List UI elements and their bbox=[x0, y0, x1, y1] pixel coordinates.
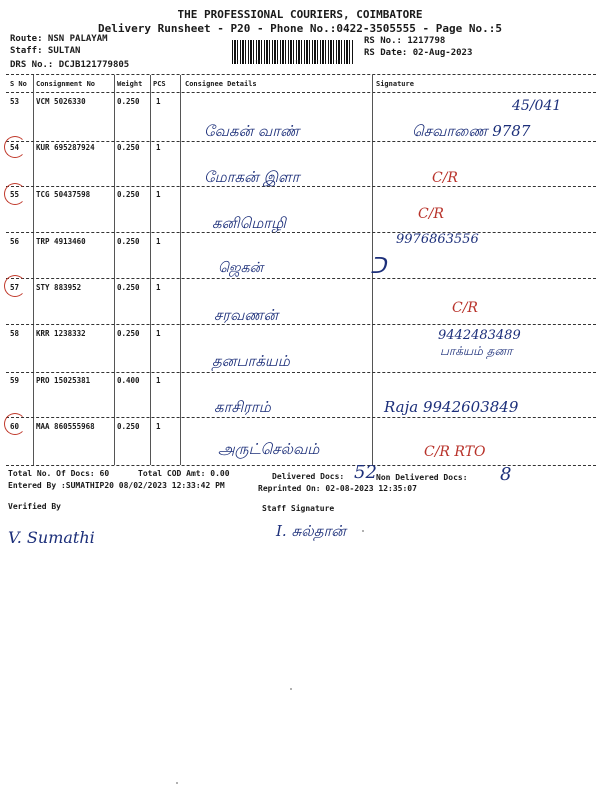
row-sno: 58 bbox=[10, 329, 20, 338]
handwritten-signature: C/R RTO bbox=[424, 444, 486, 460]
scan-speck bbox=[176, 782, 178, 784]
row-sno: 55 bbox=[10, 190, 20, 199]
row-weight: 0.250 bbox=[117, 329, 140, 338]
row-sno: 54 bbox=[10, 143, 20, 152]
col-sno: S No bbox=[10, 80, 27, 88]
row-rule bbox=[6, 186, 596, 187]
rs-date: RS Date: 02-Aug-2023 bbox=[364, 48, 473, 58]
row-weight: 0.250 bbox=[117, 422, 140, 431]
col-consignment: Consignment No bbox=[36, 80, 96, 88]
table-header-rule bbox=[6, 92, 596, 93]
table-header bbox=[0, 78, 600, 92]
row-rule bbox=[6, 141, 596, 142]
drs-label: DRS No.: DCJB121779805 bbox=[10, 60, 130, 70]
column-divider bbox=[180, 75, 181, 465]
rs-number: RS No.: 1217798 bbox=[364, 36, 446, 46]
handwritten-consignee: மோகன் இளா bbox=[204, 168, 300, 186]
handwritten-note: 45/041 bbox=[512, 98, 562, 114]
row-pcs: 1 bbox=[156, 283, 161, 292]
row-pcs: 1 bbox=[156, 422, 161, 431]
document-title: THE PROFESSIONAL COURIERS, COIMBATORE bbox=[177, 8, 423, 21]
row-weight: 0.250 bbox=[117, 97, 140, 106]
handwritten-consignee: கனிமொழி bbox=[212, 214, 286, 232]
handwritten-consignee: சரவணன் bbox=[214, 306, 279, 324]
row-consignment: STY 883952 bbox=[36, 283, 82, 292]
col-weight: Weight bbox=[117, 80, 143, 88]
header-rule bbox=[6, 74, 596, 75]
scan-speck bbox=[362, 530, 364, 532]
row-pcs: 1 bbox=[156, 97, 161, 106]
handwritten-signature: 9976863556 bbox=[396, 232, 479, 247]
handwritten-signature: C/R bbox=[452, 300, 478, 316]
handwritten-signature: 9442483489 bbox=[438, 328, 521, 343]
verified-by-label: Verified By bbox=[8, 502, 61, 511]
row-rule bbox=[6, 278, 596, 279]
barcode-image bbox=[232, 40, 354, 64]
column-divider bbox=[114, 75, 115, 465]
non-delivered-count-handwritten: 8 bbox=[500, 464, 512, 485]
handwritten-signature: C/R bbox=[432, 170, 458, 186]
column-divider bbox=[33, 75, 34, 465]
row-consignment: MAA 860555968 bbox=[36, 422, 95, 431]
reprinted-on: Reprinted On: 02-08-2023 12:35:07 bbox=[258, 484, 417, 493]
handwritten-signature: செவாணை 9787 bbox=[412, 122, 531, 140]
col-pcs: PCS bbox=[153, 80, 166, 88]
row-pcs: 1 bbox=[156, 143, 161, 152]
row-pcs: 1 bbox=[156, 376, 161, 385]
row-consignment: VCM 5026330 bbox=[36, 97, 86, 106]
non-delivered-docs: Non Delivered Docs: bbox=[376, 473, 468, 482]
handwritten-consignee: தனபாக்யம் bbox=[212, 352, 290, 370]
row-rule bbox=[6, 232, 596, 233]
row-sno: 57 bbox=[10, 283, 20, 292]
col-consignee: Consignee Details bbox=[185, 80, 257, 88]
row-sno: 59 bbox=[10, 376, 20, 385]
scan-speck bbox=[290, 688, 292, 690]
row-consignment: KUR 695287924 bbox=[36, 143, 95, 152]
delivered-count-handwritten: 52 bbox=[354, 462, 377, 483]
row-rule bbox=[6, 324, 596, 325]
row-weight: 0.250 bbox=[117, 190, 140, 199]
handwritten-consignee: அருட்செல்வம் bbox=[218, 440, 320, 458]
row-pcs: 1 bbox=[156, 237, 161, 246]
row-sno: 60 bbox=[10, 422, 20, 431]
row-rule bbox=[6, 417, 596, 418]
row-weight: 0.250 bbox=[117, 143, 140, 152]
total-cod: Total COD Amt: 0.00 bbox=[138, 469, 230, 478]
row-consignment: TRP 4913460 bbox=[36, 237, 86, 246]
handwritten-note: பாக்யம் தனா bbox=[440, 344, 513, 358]
row-pcs: 1 bbox=[156, 329, 161, 338]
staff-label: Staff: SULTAN bbox=[10, 46, 81, 56]
document-subtitle: Delivery Runsheet - P20 - Phone No.:0422-3505555 - Page No.:5 bbox=[98, 22, 502, 35]
handwritten-consignee: வேகன் வாண் bbox=[204, 122, 300, 140]
handwritten-signature: C/R bbox=[418, 206, 444, 222]
row-weight: 0.400 bbox=[117, 376, 140, 385]
row-pcs: 1 bbox=[156, 190, 161, 199]
row-consignment: KRR 1238332 bbox=[36, 329, 86, 338]
handwritten-scribble: ᑐ bbox=[370, 254, 387, 279]
row-weight: 0.250 bbox=[117, 283, 140, 292]
staff-signature-label: Staff Signature bbox=[262, 504, 335, 513]
total-docs: Total No. Of Docs: 60 bbox=[8, 469, 110, 478]
route-label: Route: NSN PALAYAM bbox=[10, 34, 108, 44]
row-consignment: TCG 50437598 bbox=[36, 190, 91, 199]
verified-signature: V. Sumathi bbox=[8, 528, 95, 547]
handwritten-consignee: காசிராம் bbox=[214, 398, 271, 416]
entered-by: Entered By :SUMATHIP20 08/02/2023 12:33:42 PM bbox=[8, 481, 225, 490]
column-divider bbox=[150, 75, 151, 465]
row-weight: 0.250 bbox=[117, 237, 140, 246]
staff-signature: I. சுல்தான் bbox=[276, 522, 346, 540]
handwritten-signature: Raja 9942603849 bbox=[384, 398, 519, 416]
row-sno: 56 bbox=[10, 237, 20, 246]
row-consignment: PRO 15025381 bbox=[36, 376, 91, 385]
col-signature: Signature bbox=[376, 80, 414, 88]
row-rule bbox=[6, 372, 596, 373]
delivered-docs: Delivered Docs: bbox=[272, 472, 345, 481]
row-sno: 53 bbox=[10, 97, 20, 106]
handwritten-consignee: ஜெகன் bbox=[218, 260, 264, 276]
